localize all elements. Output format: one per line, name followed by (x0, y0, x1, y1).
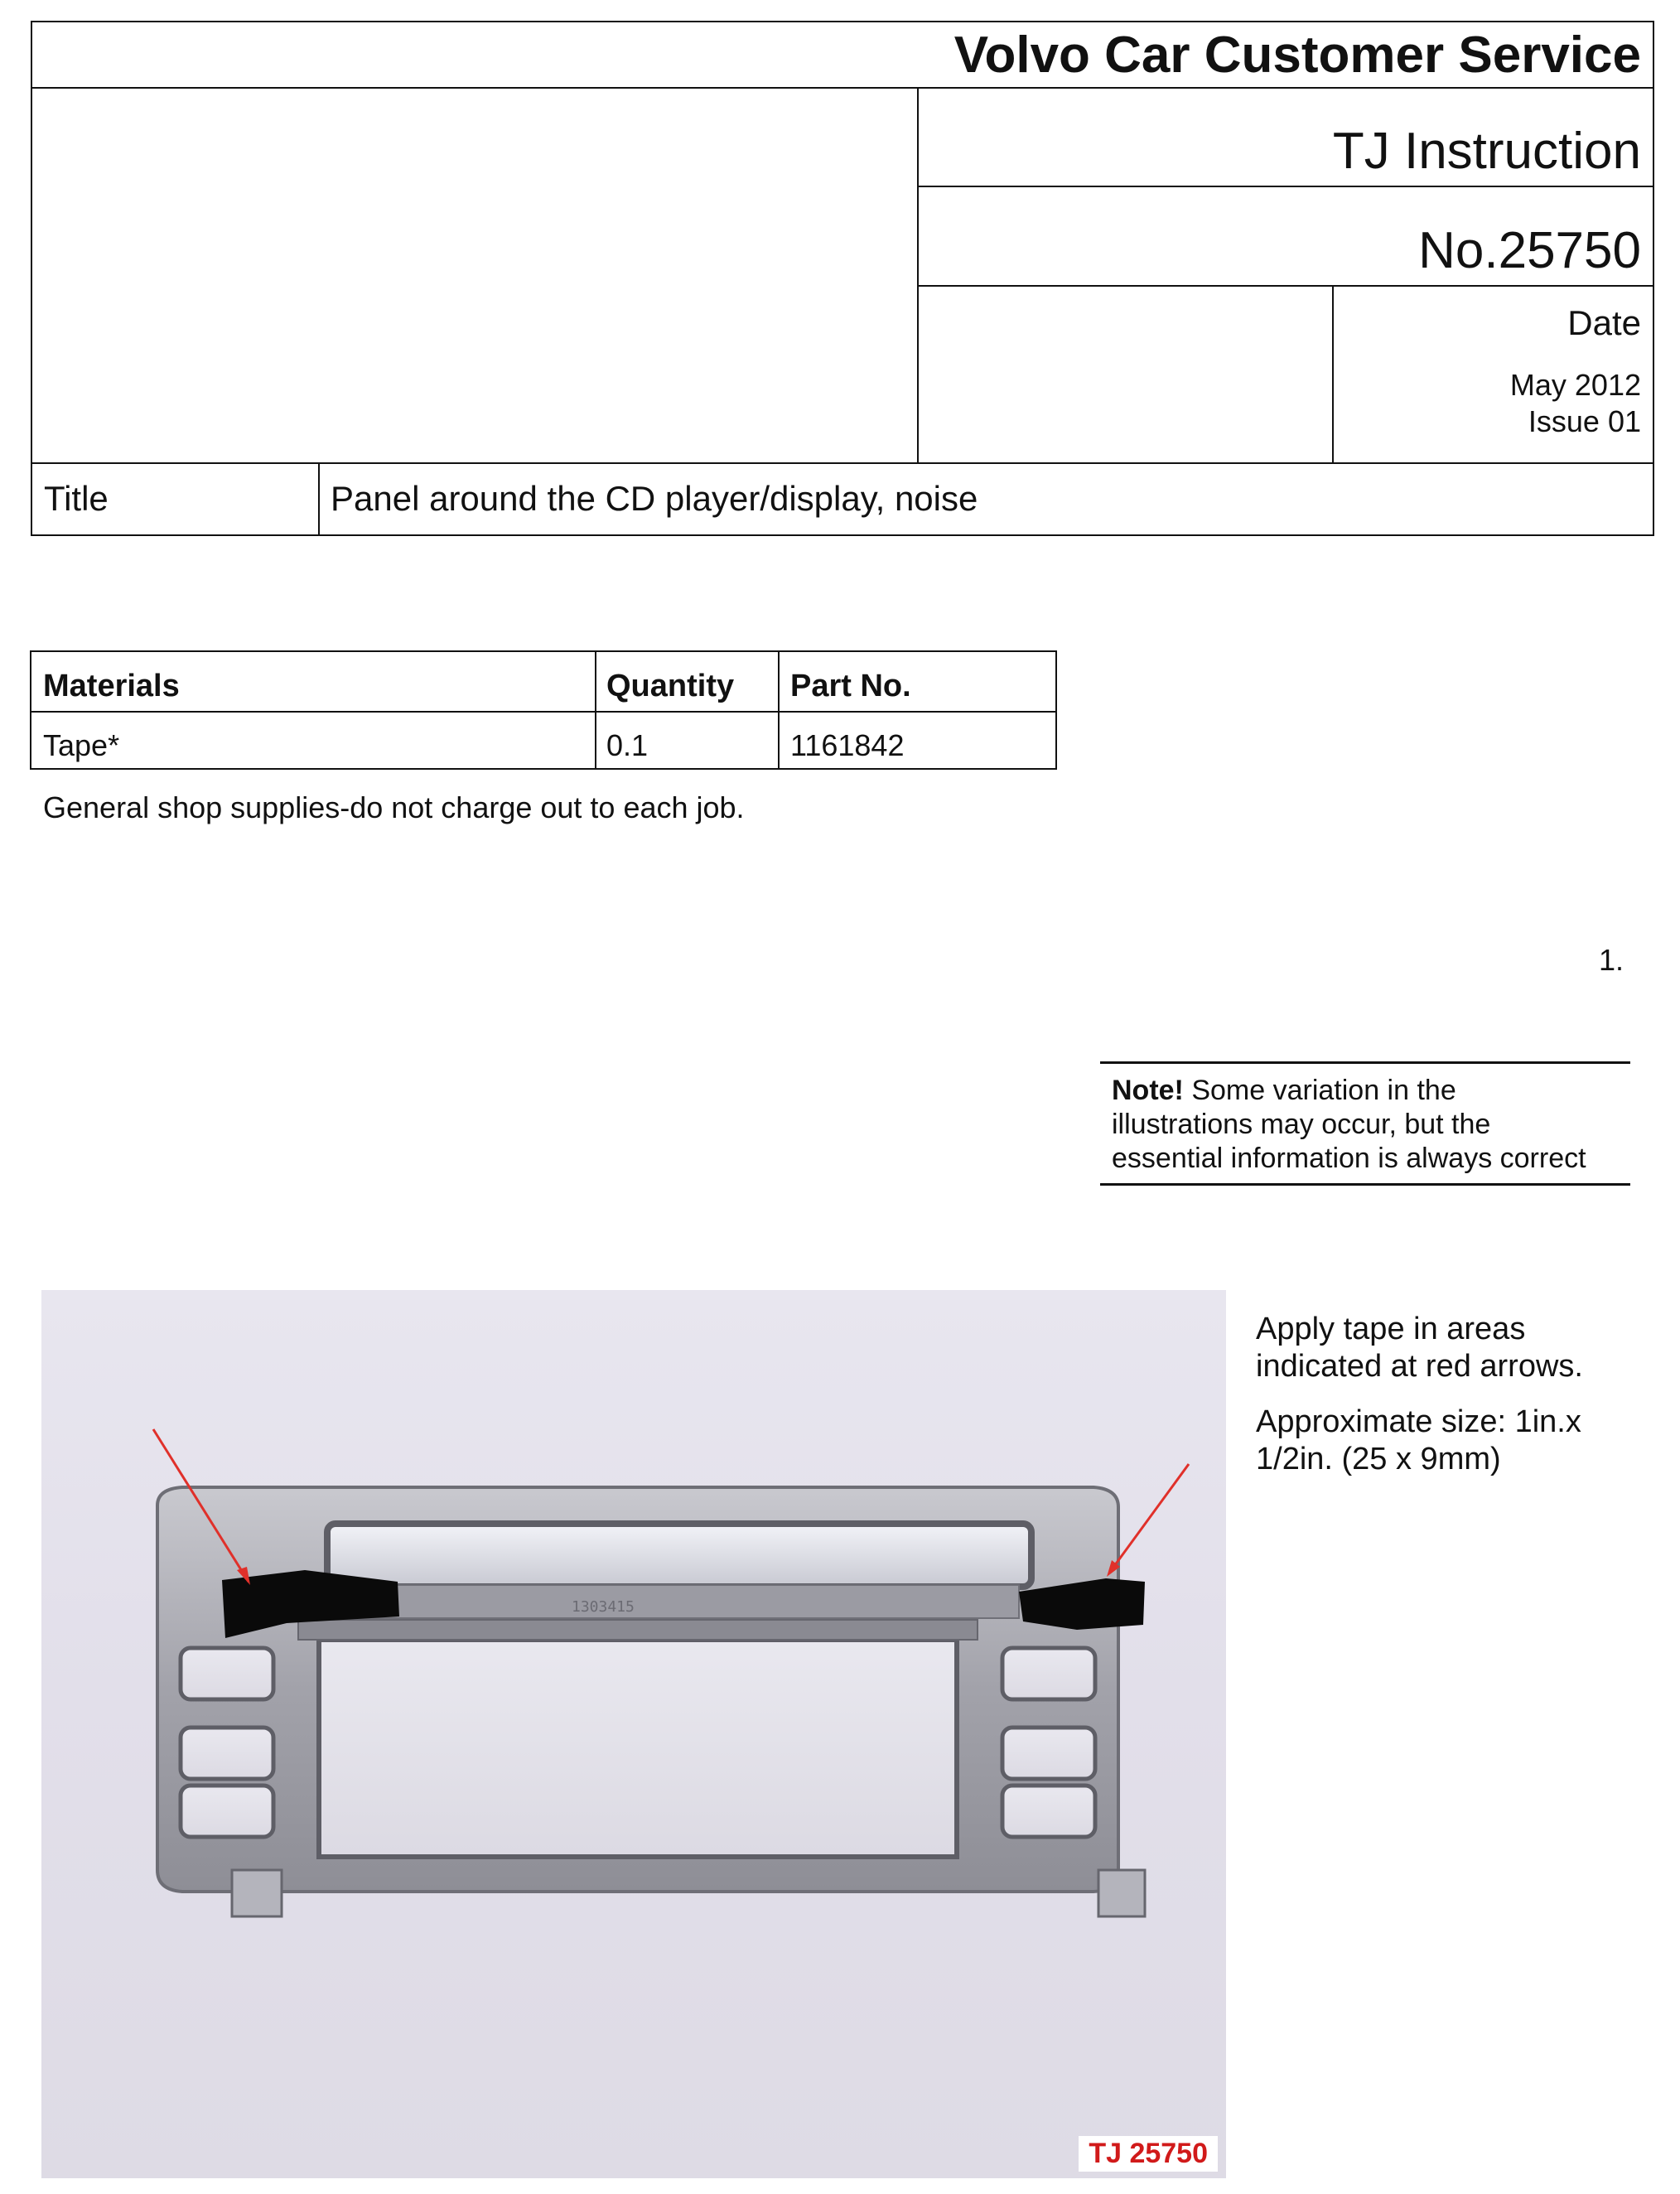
note-text: illustrations may occur, but the (1112, 1109, 1491, 1140)
instruction-line: indicated at red arrows. (1256, 1349, 1583, 1384)
panel-photo (41, 1290, 1226, 2178)
note-box (1112, 1074, 1625, 1176)
materials-table (30, 650, 1057, 770)
title-label: Title (44, 479, 109, 518)
header-divider (318, 462, 320, 536)
photo-label: TJ 25750 (1079, 2136, 1218, 2172)
note-text: Some variation in the (1183, 1075, 1456, 1106)
instruction-line: Apply tape in areas (1256, 1312, 1526, 1346)
table-cell-part-no: 1161842 (790, 728, 905, 762)
note-line (1112, 1074, 1625, 1108)
step-number: 1. (1598, 943, 1624, 977)
note-bottom-rule (1100, 1183, 1630, 1186)
button-cutout (181, 1728, 273, 1779)
column-header-materials: Materials (43, 669, 180, 703)
mounting-clip (1098, 1870, 1145, 1916)
button-cutout (1002, 1728, 1095, 1779)
instruction-line: 1/2in. (25 x 9mm) (1256, 1442, 1501, 1476)
button-cutout (181, 1648, 273, 1699)
note-top-rule (1100, 1061, 1630, 1064)
header-divider (1332, 285, 1334, 464)
button-cutout (1002, 1786, 1095, 1837)
title-value: Panel around the CD player/display, noise (331, 479, 978, 518)
issue-number: Issue 01 (1528, 404, 1641, 438)
instruction-line: Approximate size: 1in.x (1256, 1404, 1581, 1439)
date-value: May 2012 (1509, 368, 1641, 402)
note-bold-label: Note! (1112, 1075, 1184, 1106)
document-type: TJ Instruction (1332, 123, 1641, 180)
table-divider (778, 652, 780, 768)
button-cutout (1002, 1648, 1095, 1699)
mounting-clip (232, 1870, 282, 1916)
red-arrow-right (1110, 1464, 1189, 1572)
header-divider (32, 87, 1653, 89)
materials-footnote: General shop supplies-do not charge out to each job. (43, 790, 745, 824)
button-cutout (181, 1786, 273, 1837)
header-divider (917, 285, 1653, 287)
instruction-text (1256, 1311, 1653, 1478)
table-divider (31, 711, 1055, 713)
document-number: No.25750 (1418, 222, 1641, 279)
table-divider (595, 652, 596, 768)
column-header-part-no: Part No. (790, 669, 911, 703)
table-cell-material: Tape* (43, 728, 120, 762)
panel-illustration (41, 1290, 1226, 2178)
column-header-quantity: Quantity (606, 669, 735, 703)
header-divider (917, 186, 1653, 187)
header-divider (32, 462, 1653, 464)
part-marking: 1303415 (572, 1598, 635, 1616)
header-block (31, 21, 1654, 536)
note-text: essential information is always correct (1112, 1143, 1586, 1174)
display-window (319, 1640, 957, 1857)
cd-slot (327, 1524, 1031, 1587)
table-cell-quantity: 0.1 (606, 728, 649, 762)
company-name: Volvo Car Customer Service (953, 27, 1641, 84)
date-label: Date (1567, 303, 1641, 342)
header-divider (917, 87, 919, 464)
